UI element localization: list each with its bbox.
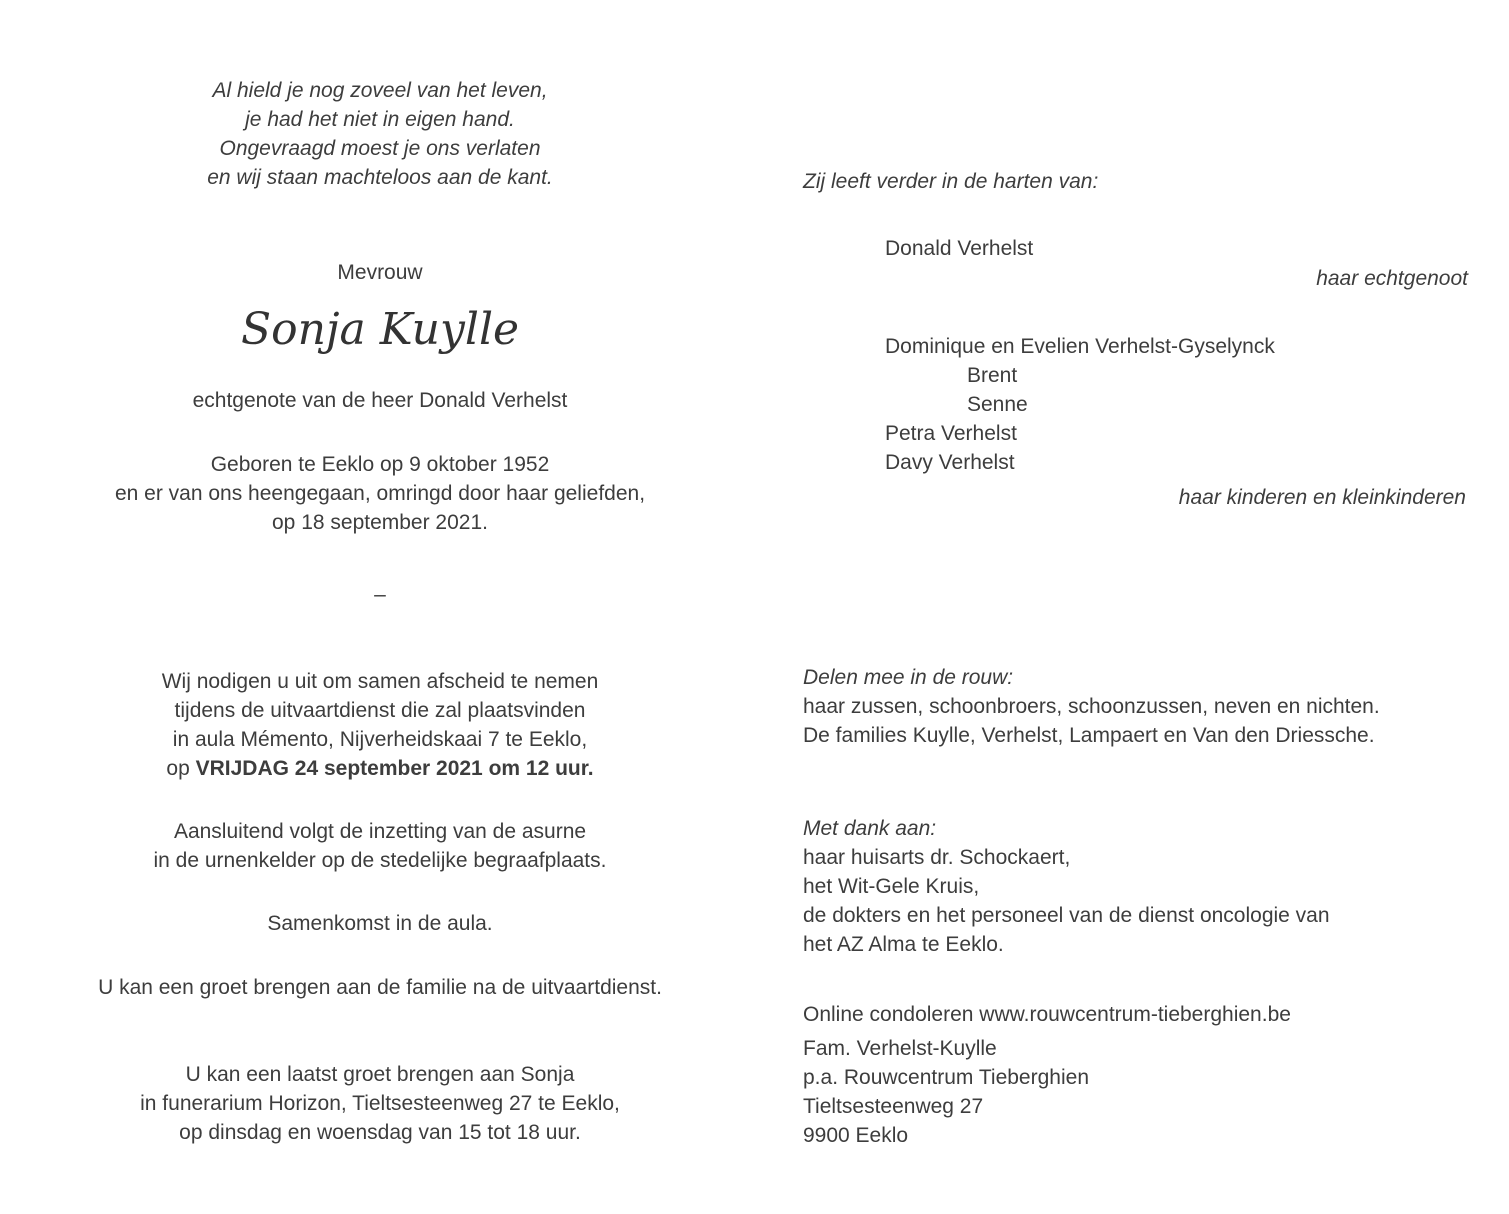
contact-address <box>803 1034 1089 1150</box>
family-member: Dominique en Evelien Verhelst-Gyselynck <box>885 335 1275 358</box>
gathering-text: Samenkomst in de aula. <box>267 912 493 935</box>
poem <box>60 76 700 192</box>
online-condolence <box>803 1000 1291 1029</box>
spouse-name <box>885 234 1033 263</box>
greeting-note <box>60 973 700 1002</box>
thanks-section <box>803 814 1330 959</box>
thanks-line: haar huisarts dr. Schockaert, <box>803 846 1071 869</box>
address-line: p.a. Rouwcentrum Tieberghien <box>803 1066 1089 1089</box>
address-line: Fam. Verhelst-Kuylle <box>803 1037 997 1060</box>
info-line: en er van ons heengegaan, omringd door haar geliefden, <box>114 482 646 505</box>
mourning-line: De families Kuylle, Verhelst, Lampaert en Van den Driessche. <box>803 724 1375 747</box>
info-line: Geboren te Eeklo op 9 oktober 1952 <box>210 453 550 476</box>
visitation-info <box>60 1060 700 1147</box>
divider <box>60 580 700 609</box>
thanks-line: het Wit-Gele Kruis, <box>803 875 980 898</box>
left-panel <box>60 0 700 1214</box>
spouse-role-text: haar echtgenoot <box>1316 267 1468 290</box>
thanks-heading: Met dank aan: <box>803 817 937 840</box>
online-condolence-text: Online condoleren www.rouwcentrum-tieberghien.be <box>803 1003 1291 1026</box>
family-member: Brent <box>967 364 1018 387</box>
spouse-role <box>1316 264 1468 293</box>
honorific-text: Mevrouw <box>337 261 423 284</box>
urn-line: Aansluitend volgt de inzetting van de asurne <box>173 820 587 843</box>
info-line: op 18 september 2021. <box>272 511 488 534</box>
address-line: Tieltsesteenweg 27 <box>803 1095 984 1118</box>
invite-date: VRIJDAG 24 september 2021 om 12 uur. <box>195 757 594 780</box>
children-role <box>1179 483 1466 512</box>
hearts-heading <box>803 167 1098 196</box>
honorific <box>60 258 700 287</box>
poem-line: Ongevraagd moest je ons verlaten <box>219 137 541 160</box>
urn-line: in de urnenkelder op de stedelijke begraafplaats. <box>153 849 607 872</box>
greeting-text: U kan een groet brengen aan de familie na de uitvaartdienst. <box>98 976 662 999</box>
spouse-line <box>60 386 700 415</box>
poem-line: Al hield je nog zoveel van het leven, <box>212 79 548 102</box>
visit-line: in funerarium Horizon, Tieltsesteenweg 27 te Eeklo, <box>140 1092 620 1115</box>
children-list <box>885 332 1275 477</box>
address-line: 9900 Eeklo <box>803 1124 909 1147</box>
family-member: Senne <box>967 393 1028 416</box>
invite-line: tijdens de uitvaartdienst die zal plaatsvinden <box>174 699 586 722</box>
invite-date-line <box>60 754 700 783</box>
mourning-section <box>803 663 1380 750</box>
invite-line: in aula Mémento, Nijverheidskaai 7 te Eeklo, <box>172 728 588 751</box>
visit-line: op dinsdag en woensdag van 15 tot 18 uur. <box>179 1121 581 1144</box>
poem-line: en wij staan machteloos aan de kant. <box>207 166 553 189</box>
funeral-invitation <box>60 667 700 783</box>
mourning-heading: Delen mee in de rouw: <box>803 666 1014 689</box>
right-panel <box>803 0 1473 1214</box>
poem-line: je had het niet in eigen hand. <box>245 108 515 131</box>
invite-date-prefix: op <box>166 757 196 780</box>
birth-death-info <box>60 450 700 537</box>
mourning-line: haar zussen, schoonbroers, schoonzussen, neven en nichten. <box>803 695 1380 718</box>
urn-interment <box>60 817 700 875</box>
deceased-name: Sonja Kuylle <box>240 304 520 355</box>
visit-line: U kan een laatst groet brengen aan Sonja <box>185 1063 575 1086</box>
hearts-text: Zij leeft verder in de harten van: <box>803 170 1099 193</box>
thanks-line: de dokters en het personeel van de dienst oncologie van <box>803 904 1330 927</box>
spouse-text: echtgenote van de heer Donald Verhelst <box>192 389 568 412</box>
children-role-text: haar kinderen en kleinkinderen <box>1178 486 1466 509</box>
thanks-line: het AZ Alma te Eeklo. <box>803 933 1004 956</box>
family-member: Petra Verhelst <box>885 422 1017 445</box>
divider-dash: – <box>374 583 386 606</box>
spouse-name-text: Donald Verhelst <box>885 237 1034 260</box>
family-member: Davy Verhelst <box>885 451 1015 474</box>
gathering <box>60 909 700 938</box>
invite-line: Wij nodigen u uit om samen afscheid te nemen <box>161 670 599 693</box>
